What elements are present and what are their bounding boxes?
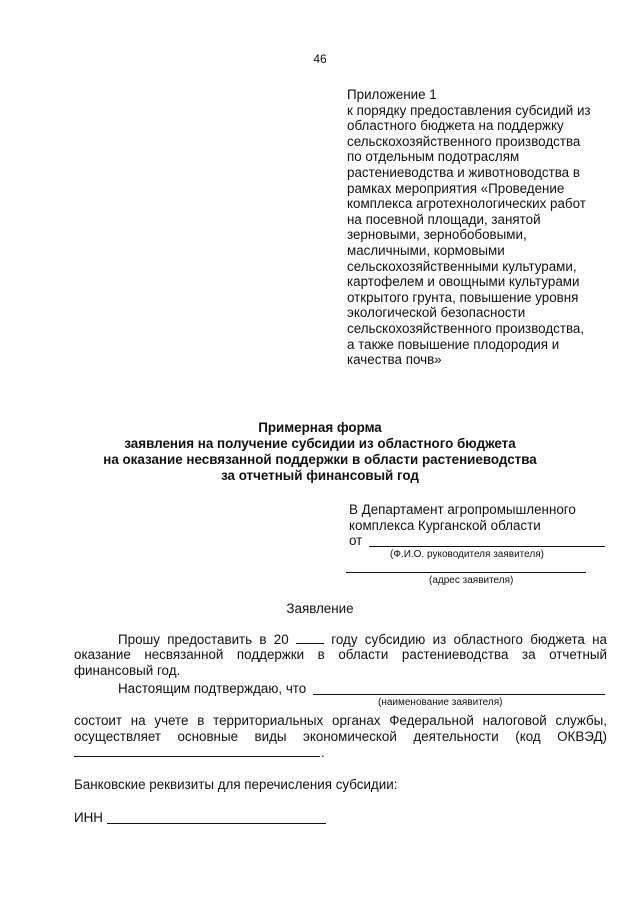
appendix-line: к порядку предоставления субсидий из [347, 102, 591, 118]
statement-line: оказание несвязанной поддержки в области растениеводства за отчетный [74, 647, 607, 662]
form-title [60, 420, 580, 484]
okved-period: . [321, 745, 325, 760]
appendix-line: областного бюджета на поддержку [347, 118, 564, 134]
appendix-line: Приложение 1 [347, 87, 437, 102]
form-title-line: на оказание несвязанной поддержки в области растениеводства [103, 452, 537, 467]
from-label: от [349, 533, 363, 548]
appendix-line: масличными, кормовыми [347, 242, 505, 258]
applicant-name-caption: (наименование заявителя) [378, 697, 503, 708]
appendix-line: открытого грунта, повышение уровня [347, 289, 579, 305]
appendix-line: комплекса агротехнологических работ [347, 196, 586, 212]
appendix-block [347, 87, 622, 368]
statement-text: году субсидию из областного бюджета на [331, 632, 607, 647]
form-title-line: заявления на получение субсидии из областного бюджета [124, 436, 516, 451]
year-field[interactable] [296, 631, 324, 644]
applicant-name-field[interactable] [313, 694, 605, 695]
appendix-line: экологической безопасности [347, 305, 526, 321]
appendix-line: растениеводства и животноводства в [347, 164, 580, 180]
appendix-line: сельскохозяйственного производства [347, 133, 581, 149]
statement-heading: Заявление [286, 601, 354, 616]
form-title-line: Примерная форма [258, 420, 382, 435]
appendix-line: а также повышение плодородия и [347, 336, 560, 352]
appendix-line: рамках мероприятия «Проведение [347, 180, 565, 196]
address-field[interactable] [346, 572, 586, 573]
address-caption: (адрес заявителя) [429, 575, 514, 586]
head-name-caption: (Ф.И.О. руководителя заявителя) [390, 549, 544, 560]
statement-text: Прошу предоставить в 20 [118, 632, 289, 647]
inn-field[interactable] [107, 823, 326, 824]
statement-line: осуществляет основные виды экономической деятельности (код ОКВЭД) [74, 729, 607, 744]
appendix-line: зерновыми, зернобобовыми, [347, 227, 527, 243]
statement-line: состоит на учете в территориальных органах Федеральной налоговой службы, [74, 713, 607, 728]
bank-details-heading: Банковские реквизиты для перечисления субсидии: [74, 777, 398, 792]
page-number: 46 [313, 52, 327, 66]
form-title-line: за отчетный финансовый год [221, 468, 419, 483]
addressee-line: В Департамент агропромышленного [349, 502, 576, 517]
head-name-field[interactable] [369, 546, 605, 547]
appendix-line: сельскохозяйственного производства, [347, 320, 585, 336]
appendix-line: на посевной площади, занятой [347, 211, 541, 227]
addressee-line: комплекса Курганской области [349, 518, 541, 533]
appendix-line: по отдельным подотраслям [347, 149, 520, 165]
appendix-line: картофелем и овощными культурами [347, 274, 580, 290]
statement-line [74, 631, 607, 648]
okved-field[interactable] [74, 756, 320, 757]
addressee-block [349, 502, 619, 534]
inn-label: ИНН [74, 810, 103, 825]
confirm-label: Настоящим подтверждаю, что [118, 681, 307, 696]
appendix-line: качества почв» [347, 352, 442, 368]
statement-line: финансовый год. [74, 663, 181, 678]
appendix-line: сельскохозяйственными культурами, [347, 258, 577, 274]
